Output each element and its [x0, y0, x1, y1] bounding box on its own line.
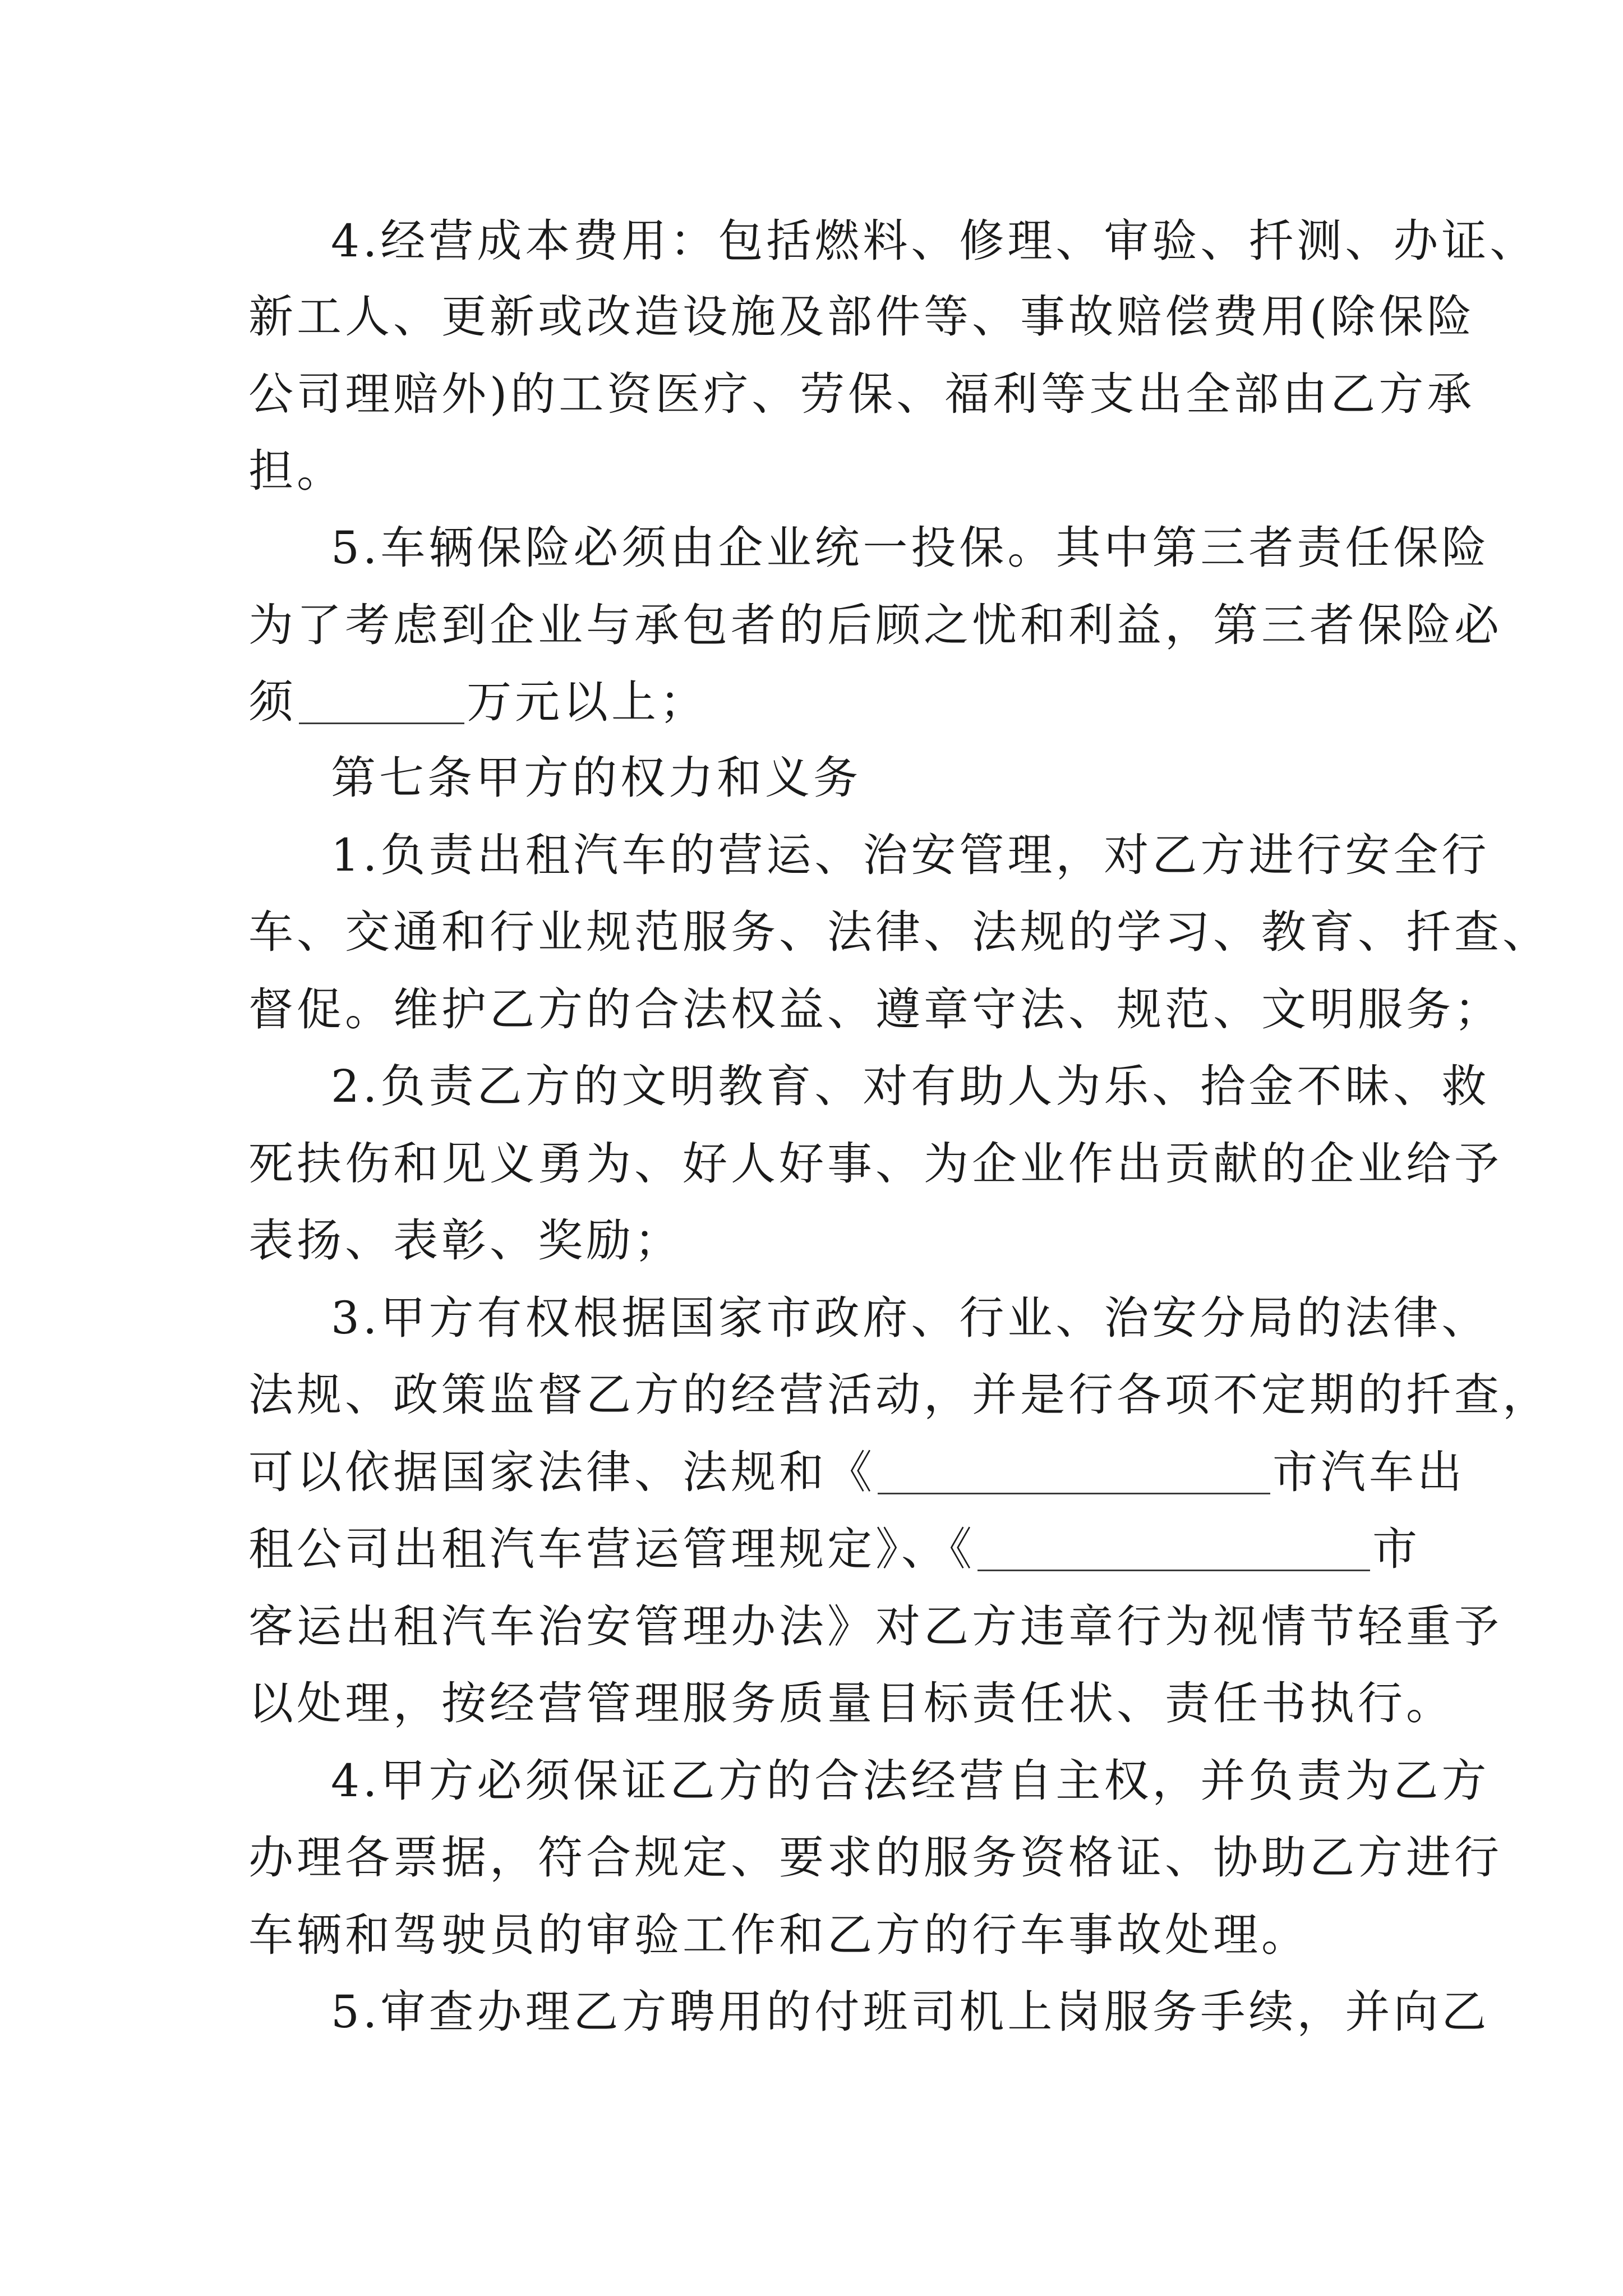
line-text: 4.经营成本费用：包括燃料、修理、审验、扦测、办证、 [331, 215, 1538, 267]
line-text: 可以依据国家法律、法规和《 [248, 1446, 875, 1498]
line-text: 2.负责乙方的文明教育、对有助人为乐、拾金不昧、救 [331, 1060, 1490, 1112]
fill-in-blank [978, 1516, 1370, 1571]
line-text: 3.甲方有权根据国家市政府、行业、治安分局的法律、 [331, 1292, 1490, 1344]
line-text: 办理各票据，符合规定、要求的服务资格证、协助乙方进行 [248, 1832, 1502, 1884]
line-text: 客运出租汽车治安管理办法》对乙方违章行为视情节轻重予 [248, 1600, 1502, 1653]
line-text: 担。 [248, 445, 345, 497]
line-text: 市汽车出 [1272, 1446, 1465, 1498]
line-text: 须 [248, 676, 297, 728]
line-text: 法规、政策监督乙方的经营活动，并是行各项不定期的扦查， [248, 1369, 1551, 1421]
line-text: 车辆和驾驶员的审验工作和乙方的行车事故处理。 [248, 1909, 1310, 1961]
line-text: 租公司出租汽车营运管理规定》、《 [248, 1523, 975, 1575]
line-text: 督促。维护乙方的合法权益、遵章守法、规范、文明服务； [248, 983, 1502, 1036]
line-text: 市 [1372, 1523, 1421, 1575]
paragraph-line [0, 1959, 1623, 2065]
line-text: 5.审查办理乙方聘用的付班司机上岗服务手续，并向乙 [331, 1986, 1490, 2038]
line-text: 1.负责出租汽车的营运、治安管理，对乙方进行安全行 [331, 829, 1490, 881]
line-text: 以处理，按经营管理服务质量目标责任状、责任书执行。 [248, 1677, 1454, 1729]
line-text: 为了考虑到企业与承包者的后顾之忧和利益，第三者保险必 [248, 599, 1502, 651]
line-text: 车、交通和行业规范服务、法律、法规的学习、教育、扦查、 [248, 906, 1551, 958]
line-text: 5.车辆保险必须由企业统一投保。其中第三者责任保险 [331, 522, 1490, 574]
line-text: 公司理赔外)的工资医疗、劳保、福利等支出全部由乙方承 [248, 368, 1476, 420]
line-text: 表扬、表彰、奖励； [248, 1214, 683, 1267]
line-text: 死扶伤和见义勇为、好人好事、为企业作出贡献的企业给予 [248, 1138, 1502, 1190]
line-text: 第七条甲方的权力和义务 [331, 752, 861, 804]
line-text: 新工人、更新或改造设施及部件等、事故赔偿费用(除保险 [248, 291, 1476, 343]
line-text: 万元以上； [467, 676, 708, 728]
fill-in-blank [299, 669, 464, 724]
fill-in-blank [878, 1439, 1270, 1494]
line-text: 4.甲方必须保证乙方的合法经营自主权，并负责为乙方 [331, 1755, 1490, 1807]
